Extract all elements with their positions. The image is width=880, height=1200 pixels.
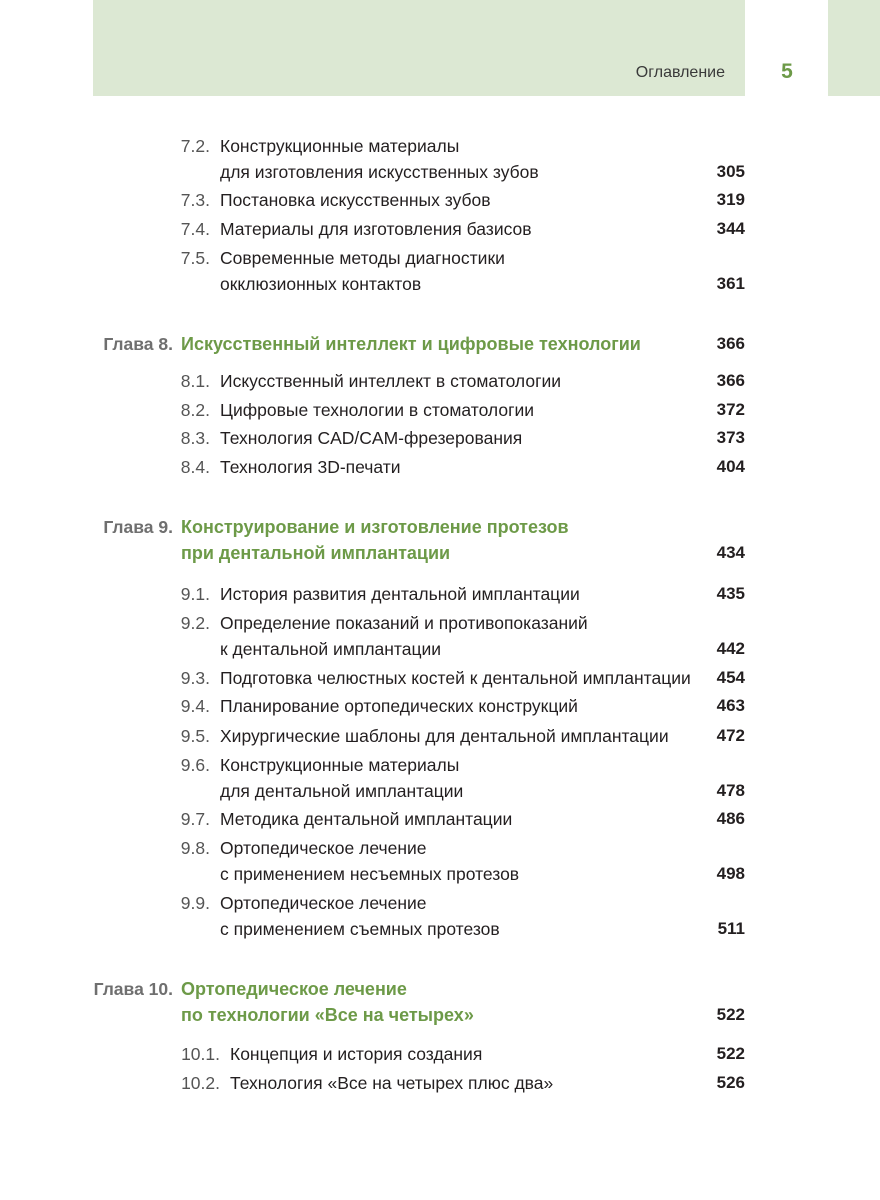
toc-page: 319 (716, 190, 745, 209)
toc-number: 9.9. (180, 893, 210, 913)
toc-title-line: Искусственный интеллект и цифровые технологии (181, 334, 641, 354)
toc-number: 7.3. (180, 190, 210, 210)
toc-page: 511 (717, 919, 745, 938)
toc-page: 454 (716, 668, 745, 687)
toc-title-line: Конструирование и изготовление протезов (181, 517, 569, 537)
toc-number: 9.7. (180, 809, 210, 829)
toc-title-line: по технологии «Все на четырех» (181, 1005, 474, 1025)
toc-title-line: Цифровые технологии в стоматологии (220, 400, 535, 420)
toc-title-line: Методика дентальной имплантации (220, 809, 513, 829)
toc-number: Глава 8. (103, 334, 173, 354)
toc-number: Глава 9. (103, 517, 173, 537)
toc-number: Глава 10. (93, 979, 173, 999)
toc-number: 10.2. (181, 1073, 220, 1093)
toc-number: 9.3. (180, 668, 210, 688)
toc-number: 10.1. (181, 1044, 220, 1064)
toc-number: 9.6. (180, 755, 210, 775)
toc-page: 366 (716, 334, 745, 353)
toc-title-line: Технология 3D-печати (220, 457, 401, 477)
toc-title-line: окклюзионных контактов (220, 274, 422, 294)
toc-page: 361 (716, 274, 745, 293)
toc-page: 522 (716, 1044, 745, 1063)
toc-title-line: Ортопедическое лечение (181, 979, 407, 999)
toc-title-line: Искусственный интеллект в стоматологии (220, 371, 562, 391)
toc-title-line: Ортопедическое лечение (220, 893, 427, 913)
toc-page: 435 (716, 584, 745, 603)
toc-page: 434 (716, 543, 745, 562)
toc-page: 366 (716, 371, 745, 390)
toc-title-line: к дентальной имплантации (220, 639, 442, 659)
toc-page: 472 (716, 726, 745, 745)
toc-page: 373 (716, 428, 745, 447)
toc-number: 9.4. (180, 696, 210, 716)
toc-number: 9.8. (180, 838, 210, 858)
toc-page: 486 (716, 809, 745, 828)
toc-page: 522 (716, 1005, 745, 1024)
toc-page: 344 (716, 219, 745, 238)
toc-page: 498 (716, 864, 745, 883)
toc-page: 478 (716, 781, 745, 800)
toc-page: 404 (716, 457, 745, 476)
toc-number: 7.5. (180, 248, 210, 268)
toc-number: 9.1. (180, 584, 210, 604)
toc-page: 305 (716, 162, 745, 181)
toc-title-line: с применением несъемных протезов (220, 864, 520, 884)
toc-number: 8.4. (180, 457, 210, 477)
toc-title-line: при дентальной имплантации (181, 543, 451, 563)
toc-title-line: Конструкционные материалы (220, 755, 460, 775)
toc-number: 8.3. (180, 428, 210, 448)
toc-page: 463 (716, 696, 745, 715)
toc-title-line: Подготовка челюстных костей к дентальной имплантации (220, 668, 691, 688)
toc-title-line: История развития дентальной имплантации (220, 584, 580, 604)
toc-number: 8.2. (180, 400, 210, 420)
toc-title-line: Определение показаний и противопоказаний (220, 613, 588, 633)
page-number: 5 (781, 60, 793, 83)
toc-title-line: Хирургические шаблоны для дентальной имплантации (220, 726, 669, 746)
toc-title-line: Конструкционные материалы (220, 136, 460, 156)
running-head: Оглавление (635, 64, 725, 81)
toc-page: 526 (716, 1073, 745, 1092)
toc-page: 442 (716, 639, 745, 658)
toc-title-line: Современные методы диагностики (220, 248, 505, 268)
toc-title-line: для дентальной имплантации (220, 781, 464, 801)
toc-page: 372 (716, 400, 745, 419)
toc-title-line: Ортопедическое лечение (220, 838, 427, 858)
toc-number: 9.2. (180, 613, 210, 633)
toc-title-line: Постановка искусственных зубов (220, 190, 491, 210)
toc-number: 7.2. (180, 136, 210, 156)
toc-title-line: Технология «Все на четырех плюс два» (230, 1073, 554, 1093)
toc-title-line: Технология CAD/CAM-фрезерования (220, 428, 523, 448)
toc-title-line: для изготовления искусственных зубов (220, 162, 539, 182)
toc-number: 9.5. (180, 726, 210, 746)
toc-number: 7.4. (180, 219, 210, 239)
toc-number: 8.1. (180, 371, 210, 391)
toc-title-line: с применением съемных протезов (220, 919, 500, 939)
toc-title-line: Планирование ортопедических конструкций (220, 696, 578, 716)
toc-title-line: Концепция и история создания (230, 1044, 483, 1064)
toc-title-line: Материалы для изготовления базисов (220, 219, 532, 239)
